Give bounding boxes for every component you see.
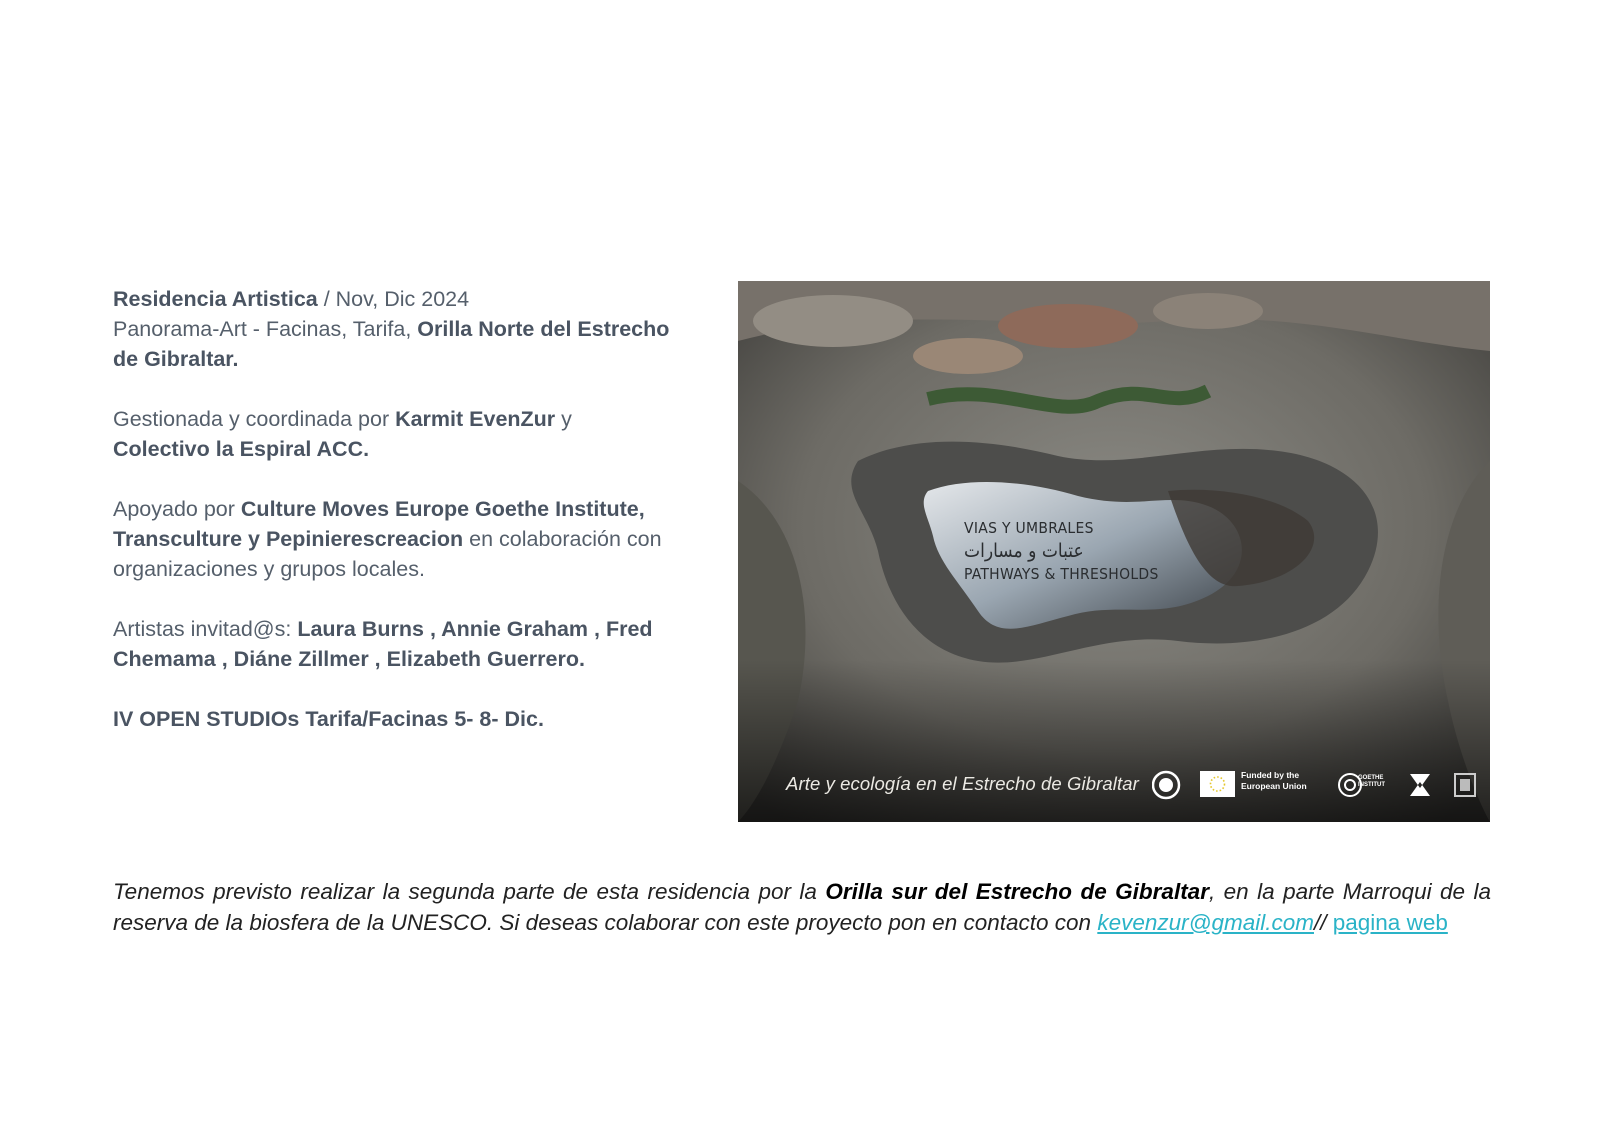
support-paragraph <box>113 494 673 584</box>
artists-names: Laura Burns , Annie Graham , Fred Chemama , Diáne Zillmer , Elizabeth Guerrero. <box>113 617 653 671</box>
poster-title-block <box>964 517 1159 586</box>
poster-title-es: VIAS Y UMBRALES <box>964 519 1094 537</box>
artists-prefix: Artistas invitad@s: <box>113 617 298 641</box>
artists-paragraph <box>113 614 673 674</box>
residency-title: Residencia Artistica <box>113 287 318 311</box>
support-suffix: en colaboración con organizaciones y grupos locales. <box>113 527 662 581</box>
residency-dates: / Nov, Dic 2024 <box>317 287 470 311</box>
poster-title-ar: عتبات و مسارات <box>964 540 1084 562</box>
residency-location: Panorama-Art - Facinas, Tarifa, <box>113 317 418 341</box>
event-poster <box>738 281 1490 822</box>
goethe-label: GOETHE INSTITUT <box>1358 775 1385 788</box>
managed-org-2: Colectivo la Espiral ACC. <box>113 437 370 461</box>
email-link[interactable]: kevenzur@gmail.com <box>1097 910 1314 935</box>
eu-flag-icon <box>1200 771 1235 797</box>
poster-title-en: PATHWAYS & THRESHOLDS <box>964 565 1159 583</box>
footer-paragraph <box>113 876 1491 938</box>
footer-text-1: Tenemos previsto realizar la segunda parte de esta residencia por la <box>113 879 826 904</box>
open-studios-paragraph <box>113 704 673 734</box>
footer-text-2: , en la parte Marroqui de la reserva de la biosfera de la UNESCO. Si deseas colaborar con este proyecto pon en contacto con <box>113 879 1491 935</box>
event-info <box>113 284 673 764</box>
managed-prefix: Gestionada y coordinada por <box>113 407 396 431</box>
managed-connector: y <box>555 407 572 431</box>
footer-bold: Orilla sur del Estrecho de Gibraltar <box>825 879 1209 904</box>
support-prefix: Apoyado por <box>113 497 241 521</box>
managed-org-1: Karmit EvenZur <box>395 407 556 431</box>
support-orgs: Culture Moves Europe Goethe Institute, Transculture y Pepinierescreacion <box>113 497 645 551</box>
residency-paragraph <box>113 284 673 374</box>
transculture-logo-icon <box>1410 774 1430 796</box>
link-separator: // <box>1313 910 1333 935</box>
open-studios-text: IV OPEN STUDIOs Tarifa/Facinas 5- 8- Dic. <box>113 707 544 731</box>
managed-paragraph <box>113 404 673 464</box>
eu-funding-label: Funded by the European Union <box>1241 770 1307 791</box>
poster-caption: Arte y ecología en el Estrecho de Gibraltar <box>786 773 1139 794</box>
partner-seal-inner-icon <box>1159 778 1173 792</box>
website-link[interactable]: pagina web <box>1332 910 1448 935</box>
residency-region: Orilla Norte del Estrecho de Gibraltar. <box>113 317 670 371</box>
